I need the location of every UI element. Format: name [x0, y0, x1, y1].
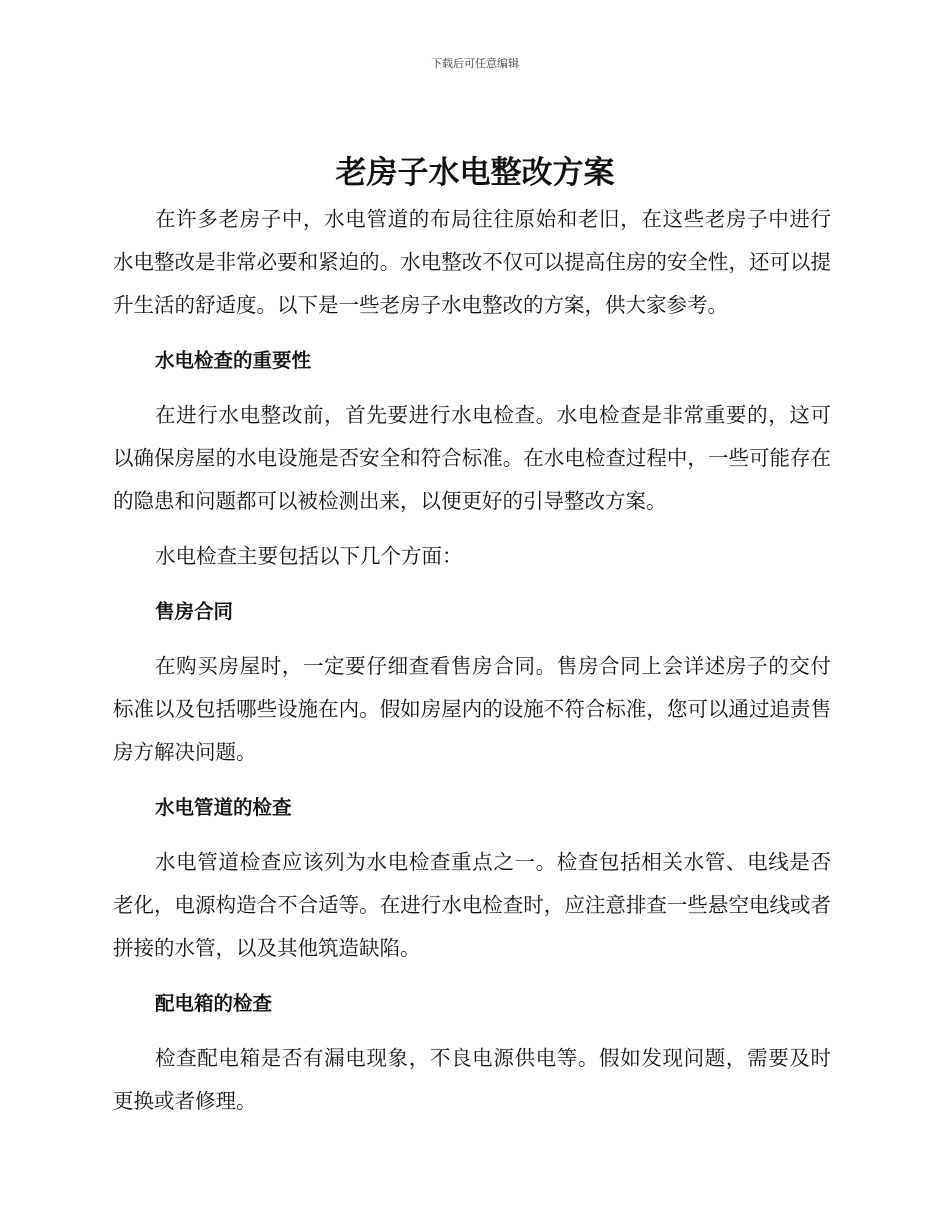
section-heading-pipe-inspection: 水电管道的检查: [155, 796, 292, 819]
section-paragraph: 水电检查主要包括以下几个方面：: [155, 544, 463, 568]
section-paragraph: 在进行水电整改前，首先要进行水电检查。水电检查是非常重要的，这可以确保房屋的水电设施是否安全和符合标准。在水电检查过程中，一些可能存在的隐患和问题都可以被检测出来，以便更好的引导整改方案。: [113, 403, 831, 513]
section-heading-inspection-importance: 水电检查的重要性: [155, 349, 312, 372]
document-body: [113, 198, 831, 1123]
section-heading-sales-contract: 售房合同: [155, 600, 234, 623]
intro-paragraph: 在许多老房子中，水电管道的布局往往原始和老旧，在这些老房子中进行水电整改是非常必要和紧迫的。水电整改不仅可以提高住房的安全性，还可以提升生活的舒适度。以下是一些老房子水电整改的方案，供大家参考。: [113, 207, 831, 317]
section-paragraph: 在购买房屋时，一定要仔细查看售房合同。售房合同上会详述房子的交付标准以及包括哪些设施在内。假如房屋内的设施不符合标准，您可以通过追责售房方解决问题。: [113, 654, 831, 764]
document-title: 老房子水电整改方案: [335, 155, 615, 191]
section-paragraph: 检查配电箱是否有漏电现象，不良电源供电等。假如发现问题，需要及时更换或者修理。: [113, 1046, 831, 1113]
section-heading-distribution-box: 配电箱的检查: [155, 992, 273, 1015]
page-header-note: 下载后可任意编辑: [431, 57, 519, 70]
section-paragraph: 水电管道检查应该列为水电检查重点之一。检查包括相关水管、电线是否老化，电源构造合不合适等。在进行水电检查时，应注意排查一些悬空电线或者拼接的水管，以及其他筑造缺陷。: [113, 850, 831, 960]
